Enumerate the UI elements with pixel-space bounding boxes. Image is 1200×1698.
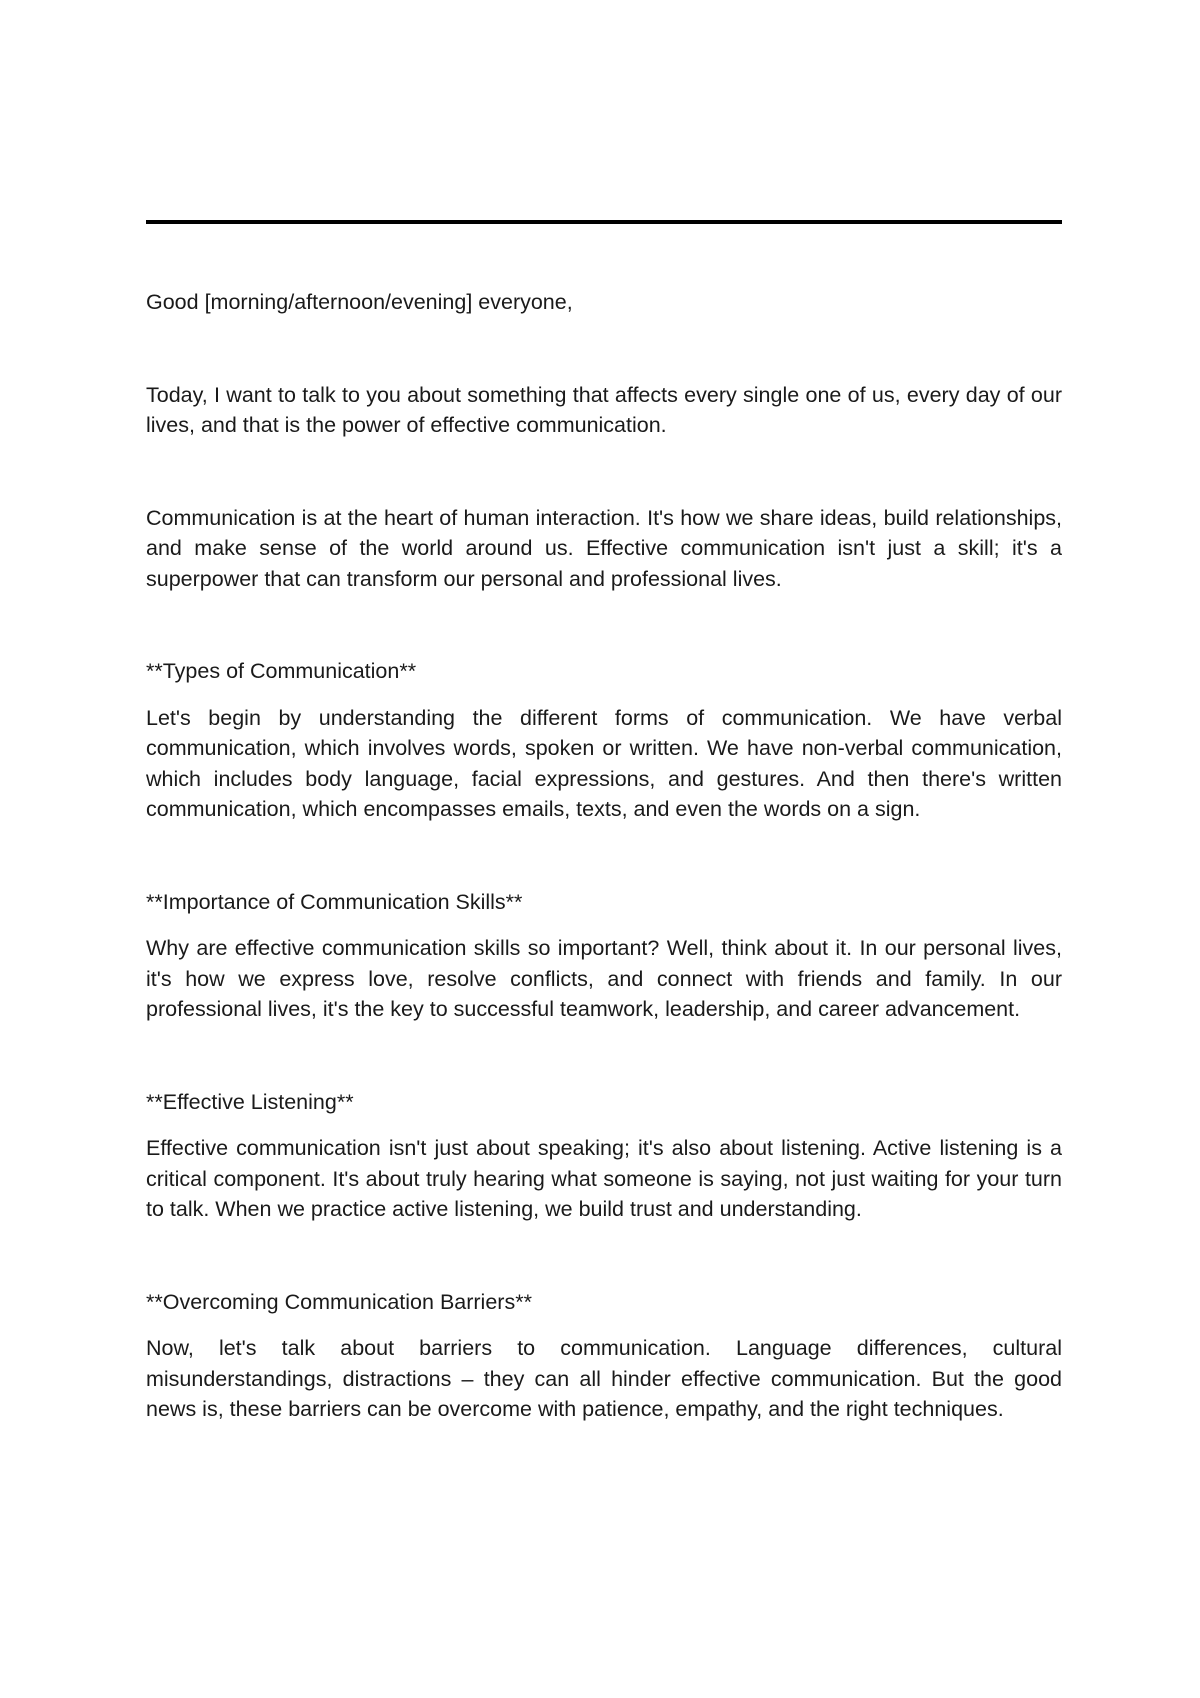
section-heading-listening: **Effective Listening**: [146, 1089, 354, 1114]
intro-paragraph: Today, I want to talk to you about something that affects every single one of us, every day of our lives, and that is the power of effective communication.: [146, 382, 1062, 437]
section-body-types: Let's begin by understanding the different forms of communication. We have verbal communication, which involves words, spoken or written. We have non-verbal communication, which includes body language, facial expressions, and gestures. And then there's written communication, which encompasses emails, texts, and even the words on a sign.: [146, 705, 1062, 821]
greeting-paragraph: Good [morning/afternoon/evening] everyone,: [146, 290, 573, 314]
overview-paragraph: Communication is at the heart of human interaction. It's how we share ideas, build relationships, and make sense of the world around us. Effective communication isn't just a skill; it's a superpower that can transform our personal and professional lives.: [146, 505, 1062, 591]
section-heading-barriers: **Overcoming Communication Barriers**: [146, 1289, 532, 1314]
section-body-listening: Effective communication isn't just about speaking; it's also about listening. Active listening is a critical component. It's about truly hearing what someone is saying, not just waiting for your turn to talk. When we practice active listening, we build trust and understanding.: [146, 1136, 1062, 1221]
section-body-barriers: Now, let's talk about barriers to communication. Language differences, cultural misunderstandings, distractions – they can all hinder effective communication. But the good news is, these barriers can be overcome with patience, empathy, and the right techniques.: [146, 1336, 1062, 1421]
section-heading-types: **Types of Communication**: [146, 659, 417, 683]
section-body-importance: Why are effective communication skills so important? Well, think about it. In our personal lives, it's how we express love, resolve conflicts, and connect with friends and family. In our professional lives, it's the key to successful teamwork, leadership, and career advancement.: [146, 936, 1062, 1021]
document-page: [146, 0, 1062, 1698]
document-body: [146, 287, 1062, 1425]
section-heading-importance: **Importance of Communication Skills**: [146, 889, 523, 914]
header-rule: [146, 220, 1062, 224]
